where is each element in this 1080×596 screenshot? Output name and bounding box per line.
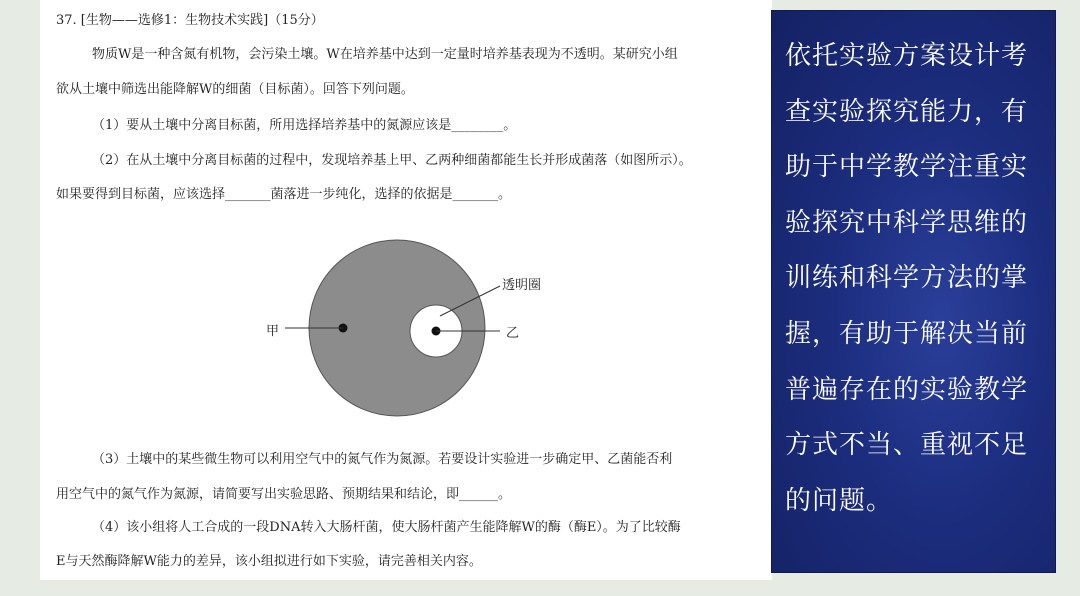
sub-question-2-cont: 如果要得到目标菌，应该选择_______菌落进一步纯化，选择的依据是_______。 [56,187,512,202]
question-text-line: 物质W是一种含氮有机物，会污染土壤。W在培养基中达到一定量时培养基表现为不透明。某研究小组 [92,47,678,62]
commentary-text: 依托实验方案设计考查实验探究能力，有助于中学教学注重实验探究中科学思维的训练和科学方法的掌握，有助于解决当前普遍存在的实验教学方式不当、重视不足的问题。 [785,41,1029,516]
question-text-line: 欲从土壤中筛选出能降解W的细菌（目标菌）。回答下列问题。 [56,82,414,97]
sub-question-1: （1）要从土壤中分离目标菌，所用选择培养基中的氮源应该是________。 [92,118,517,133]
label-halo: 透明圈 [502,278,542,293]
label-jia: 甲 [266,324,280,339]
label-yi: 乙 [506,326,520,341]
commentary-panel [772,11,1055,572]
question-header: 37. [生物——选修1：生物技术实践]（15分） [56,13,324,28]
sub-question-4-cont: E与天然酶降解W能力的差异，该小组拟进行如下实验，请完善相关内容。 [56,554,482,569]
sub-question-2: （2）在从土壤中分离目标菌的过程中，发现培养基上甲、乙两种细菌都能生长并形成菌落（如图所示）。 [92,153,692,168]
sub-question-4: （4）该小组将人工合成的一段DNA转入大肠杆菌，使大肠杆菌产生能降解W的酶（酶E）。为了比较酶 [92,520,681,535]
sub-question-3-cont: 用空气中的氮气作为氮源，请简要写出实验思路、预期结果和结论，即______。 [56,487,512,502]
question-page [40,0,772,580]
sub-question-3: （3）土壤中的某些微生物可以利用空气中的氮气作为氮源。若要设计实验进一步确定甲、乙菌能否利 [92,452,673,467]
petri-dish-diagram [40,230,772,430]
